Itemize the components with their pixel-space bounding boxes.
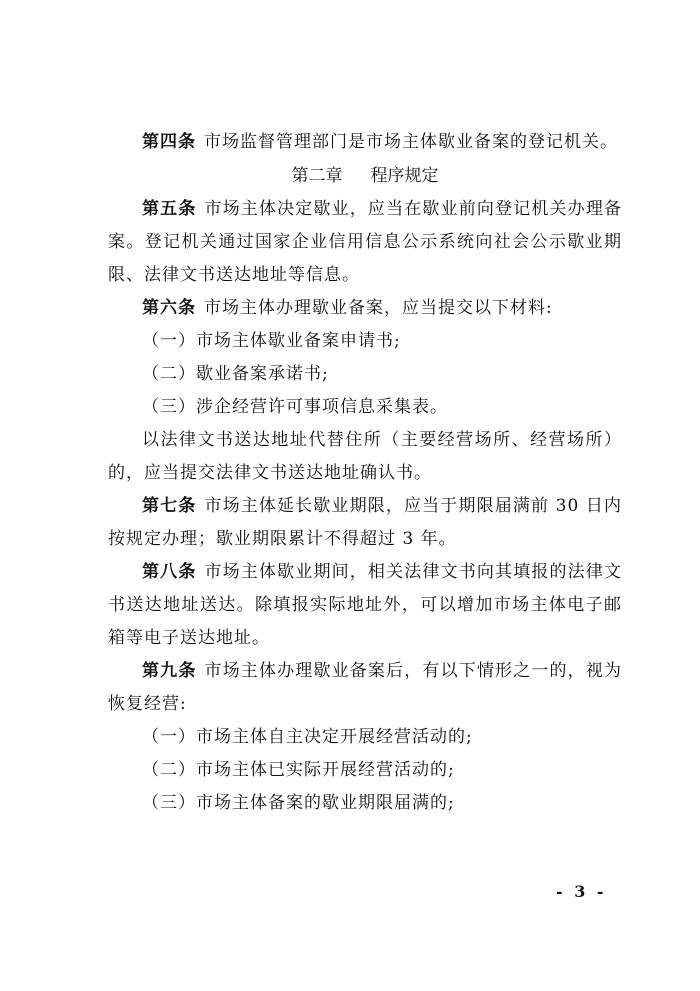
article-number: 第五条 [142, 199, 197, 219]
article-text: 市场主体延长歇业期限，应当于期限届满前 30 日内按规定办理；歇业期限累计不得超过 3 年。 [108, 496, 622, 549]
list-item: （一）市场主体歇业备案申请书; [142, 331, 401, 351]
article-text: 市场主体歇业期间，相关法律文书向其填报的法律文书送达地址送达。除填报实际地址外，可以增加市场主体电子邮箱等电子送达地址。 [108, 562, 623, 648]
article-8 [108, 556, 622, 655]
article-text: 市场主体办理歇业备案，应当提交以下材料: [204, 298, 553, 318]
article-number: 第六条 [142, 298, 196, 318]
chapter-heading [108, 159, 622, 193]
article-6 [108, 292, 622, 325]
page-number: - 3 - [556, 882, 607, 901]
article-number: 第八条 [142, 562, 197, 582]
list-item: （三）市场主体备案的歇业期限届满的; [142, 793, 455, 813]
article-text: 市场主体决定歇业，应当在歇业前向登记机关办理备案。登记机关通过国家企业信用信息公示系统向社会公示歇业期限、法律文书送达地址等信息。 [108, 199, 623, 285]
document-body [108, 126, 622, 820]
list-item: （一）市场主体自主决定开展经营活动的; [142, 727, 473, 747]
article-text: 市场主体办理歇业备案后，有以下情形之一的，视为恢复经营: [108, 661, 623, 714]
chapter-number: 第二章 [291, 166, 343, 186]
article-number: 第七条 [142, 496, 197, 516]
article-6-note: 以法律文书送达地址代替住所（主要经营场所、经营场所）的，应当提交法律文书送达地址确认书。 [108, 430, 622, 483]
article-4 [108, 126, 622, 159]
list-item: （二）市场主体已实际开展经营活动的; [142, 760, 455, 780]
article-7 [108, 490, 622, 556]
article-5 [108, 193, 622, 292]
list-item: （二）歇业备案承诺书; [142, 364, 329, 384]
list-item: （三）涉企经营许可事项信息采集表。 [142, 397, 448, 417]
article-text: 市场监督管理部门是市场主体歇业备案的登记机关。 [204, 132, 618, 152]
article-number: 第九条 [142, 661, 197, 681]
article-9 [108, 655, 622, 721]
chapter-title: 程序规定 [370, 166, 439, 186]
article-number: 第四条 [142, 132, 196, 152]
